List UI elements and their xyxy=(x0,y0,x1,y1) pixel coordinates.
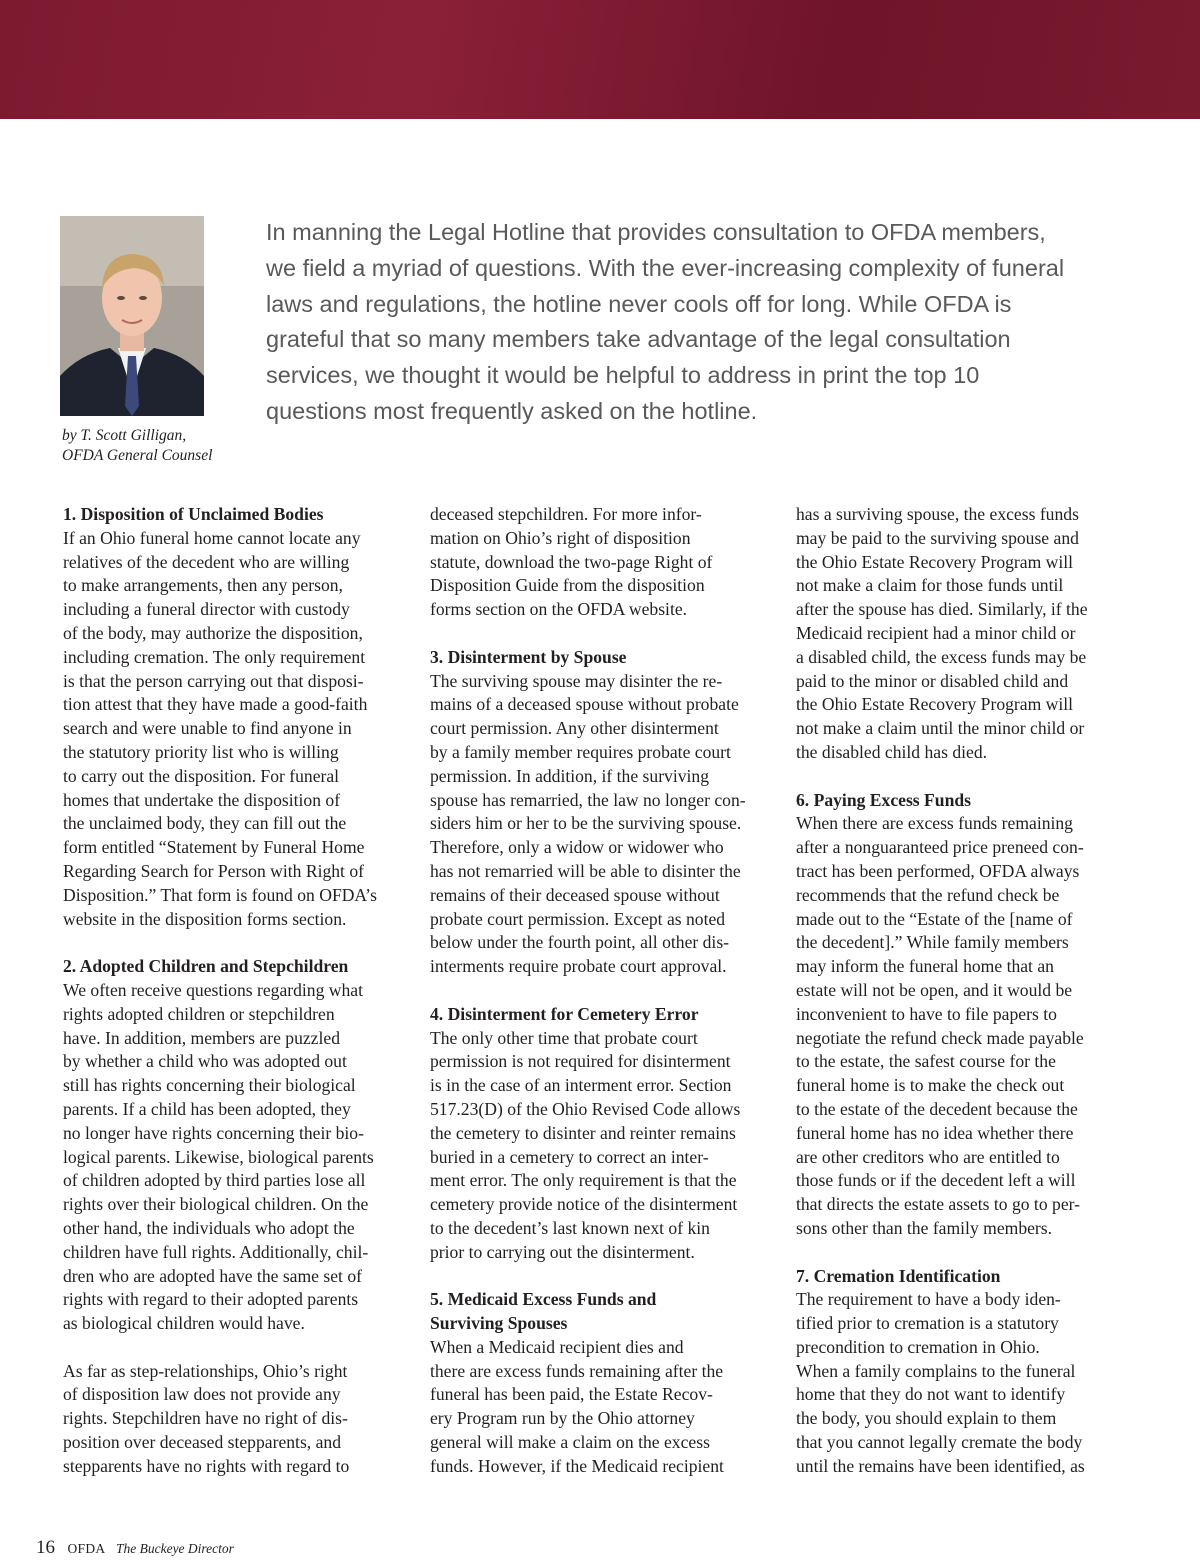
article-column-2 xyxy=(430,503,790,1479)
body-line: tified prior to cremation is a statutory xyxy=(796,1313,1059,1334)
body-line: rights adopted children or stepchildren xyxy=(63,1003,335,1024)
body-line: there are excess funds remaining after the xyxy=(430,1360,724,1381)
section-heading: 3. Disinterment by Spouse xyxy=(430,646,627,667)
section-heading: 7. Cremation Identification xyxy=(796,1265,1001,1286)
body-line: When a family complains to the funeral xyxy=(796,1360,1076,1381)
body-line: is in the case of an interment error. Section xyxy=(430,1075,732,1096)
body-line: the Ohio Estate Recovery Program will xyxy=(796,694,1074,715)
body-line: of disposition law does not provide any xyxy=(63,1384,341,1405)
body-line: rights. Stepchildren have no right of dis- xyxy=(63,1408,348,1429)
body-line: 517.23(D) of the Ohio Revised Code allows xyxy=(430,1098,741,1119)
byline-name: by T. Scott Gilligan, xyxy=(62,427,187,444)
body-line: precondition to cremation in Ohio. xyxy=(796,1336,1040,1357)
intro-line: laws and regulations, the hotline never cools off for long. While OFDA is xyxy=(266,290,1012,317)
body-line: after a nonguaranteed price preneed con- xyxy=(796,837,1084,858)
body-line: those funds or if the decedent left a will xyxy=(796,1170,1076,1191)
body-line: Medicaid recipient had a minor child or xyxy=(796,622,1076,643)
body-line: of children adopted by third parties lose all xyxy=(63,1170,366,1191)
body-line: below under the fourth point, all other dis- xyxy=(430,932,730,953)
body-line: has a surviving spouse, the excess funds xyxy=(796,504,1079,524)
section-heading: 1. Disposition of Unclaimed Bodies xyxy=(63,504,324,524)
body-line: permission. In addition, if the surviving xyxy=(430,765,710,786)
body-line: cemetery provide notice of the disinterment xyxy=(430,1194,738,1215)
body-line: by whether a child who was adopted out xyxy=(63,1051,347,1072)
body-line: to the decedent’s last known next of kin xyxy=(430,1217,710,1238)
body-line: the decedent].” While family members xyxy=(796,932,1069,953)
body-line: that directs the estate assets to go to per- xyxy=(796,1194,1080,1215)
byline-title: OFDA General Counsel xyxy=(62,447,213,464)
body-line: to the estate, the safest course for the xyxy=(796,1051,1056,1072)
body-line: position over deceased stepparents, and xyxy=(63,1432,341,1453)
article-column-1 xyxy=(63,503,423,1479)
body-line: mation on Ohio’s right of disposition xyxy=(430,527,691,548)
paragraph-gap xyxy=(430,622,790,646)
body-line: funeral home has no idea whether there xyxy=(796,1122,1074,1143)
body-line: The surviving spouse may disinter the re- xyxy=(430,670,723,691)
body-line: probate court permission. Except as noted xyxy=(430,908,726,929)
body-line: statute, download the two-page Right of xyxy=(430,551,713,572)
body-line: Regarding Search for Person with Right of xyxy=(63,860,364,881)
body-line: siders him or her to be the surviving spouse. xyxy=(430,813,742,834)
paragraph-gap xyxy=(430,1265,790,1289)
body-line: homes that undertake the disposition of xyxy=(63,789,341,810)
body-line: the statutory priority list who is willing xyxy=(63,741,339,762)
body-line: the disabled child has died. xyxy=(796,741,988,762)
body-line: prior to carrying out the disinterment. xyxy=(430,1241,695,1262)
body-line: may be paid to the surviving spouse and xyxy=(796,527,1079,548)
page-number: 16 xyxy=(36,1537,55,1558)
paragraph-gap xyxy=(430,979,790,1003)
body-line: website in the disposition forms section. xyxy=(63,908,347,929)
page-footer xyxy=(36,1536,234,1560)
body-line: the cemetery to disinter and reinter remains xyxy=(430,1122,736,1143)
body-line: tract has been performed, OFDA always xyxy=(796,860,1080,881)
body-line: form entitled “Statement by Funeral Home xyxy=(63,837,365,858)
body-line: that you cannot legally cremate the body xyxy=(796,1432,1083,1453)
body-line: are other creditors who are entitled to xyxy=(796,1146,1060,1167)
body-line: ery Program run by the Ohio attorney xyxy=(430,1408,695,1429)
body-line: rights over their biological children. On the xyxy=(63,1194,369,1215)
body-line: remains of their deceased spouse without xyxy=(430,884,720,905)
body-line: made out to the “Estate of the [name of xyxy=(796,908,1073,929)
body-line: If an Ohio funeral home cannot locate any xyxy=(63,527,361,548)
body-line: court permission. Any other disinterment xyxy=(430,718,719,739)
body-line: children have full rights. Additionally, chil- xyxy=(63,1241,369,1262)
body-line: The requirement to have a body iden- xyxy=(796,1289,1061,1310)
intro-line: we field a myriad of questions. With the ever-increasing complexity of funeral xyxy=(266,254,1065,281)
body-line: to carry out the disposition. For funeral xyxy=(63,765,340,786)
section-heading: 6. Paying Excess Funds xyxy=(796,789,971,810)
body-line: home that they do not want to identify xyxy=(796,1384,1066,1405)
body-line: until the remains have been identified, as xyxy=(796,1455,1085,1476)
body-line: Therefore, only a widow or widower who xyxy=(430,837,724,858)
footer-publication: The Buckeye Director xyxy=(115,1541,234,1556)
body-line: estate will not be open, and it would be xyxy=(796,979,1073,1000)
body-line: as biological children would have. xyxy=(63,1313,305,1334)
body-line: We often receive questions regarding what xyxy=(63,979,364,1000)
body-line: dren who are adopted have the same set of xyxy=(63,1265,362,1286)
intro-line: services, we thought it would be helpful to address in print the top 10 xyxy=(266,362,980,389)
intro-line: In manning the Legal Hotline that provides consultation to OFDA members, xyxy=(266,219,1046,245)
body-line: buried in a cemetery to correct an inter- xyxy=(430,1146,709,1167)
body-line: funeral home is to make the check out xyxy=(796,1075,1065,1096)
body-line: general will make a claim on the excess xyxy=(430,1432,710,1453)
body-line: may inform the funeral home that an xyxy=(796,956,1054,977)
body-line: including a funeral director with custody xyxy=(63,599,350,620)
body-line: the Ohio Estate Recovery Program will xyxy=(796,551,1074,572)
body-line: Disposition.” That form is found on OFDA’s xyxy=(63,884,377,905)
body-line: not make a claim until the minor child or xyxy=(796,718,1085,739)
footer-org: OFDA xyxy=(67,1541,106,1556)
body-line: other hand, the individuals who adopt the xyxy=(63,1217,355,1238)
section-heading: 5. Medicaid Excess Funds and xyxy=(430,1289,657,1310)
body-line: by a family member requires probate court xyxy=(430,741,731,762)
intro-line: grateful that so many members take advantage of the legal consultation xyxy=(266,326,1011,353)
body-line: negotiate the refund check made payable xyxy=(796,1027,1084,1048)
body-line: logical parents. Likewise, biological parents xyxy=(63,1146,374,1167)
author-byline xyxy=(62,426,252,466)
body-line: relatives of the decedent who are willing xyxy=(63,551,350,572)
body-line: stepparents have no rights with regard to xyxy=(63,1455,350,1476)
body-line: Disposition Guide from the disposition xyxy=(430,575,705,596)
body-line: permission is not required for disinterment xyxy=(430,1051,731,1072)
body-line: is that the person carrying out that disposi- xyxy=(63,670,364,691)
body-line: of the body, may authorize the disposition, xyxy=(63,622,363,643)
body-line: forms section on the OFDA website. xyxy=(430,599,688,620)
body-line: interments require probate court approval. xyxy=(430,956,727,977)
body-line: ment error. The only requirement is that the xyxy=(430,1170,737,1191)
paragraph-gap xyxy=(796,1241,1156,1265)
body-line: tion attest that they have made a good-faith xyxy=(63,694,368,715)
body-line: As far as step-relationships, Ohio’s right xyxy=(63,1360,348,1381)
author-portrait-illustration xyxy=(60,216,204,416)
body-line: the unclaimed body, they can fill out the xyxy=(63,813,347,834)
body-line: deceased stepchildren. For more infor- xyxy=(430,504,702,524)
author-photo xyxy=(60,216,204,416)
intro-line: questions most frequently asked on the hotline. xyxy=(266,397,758,424)
body-line: have. In addition, members are puzzled xyxy=(63,1027,340,1048)
header-banner xyxy=(0,0,1200,119)
body-line: still has rights concerning their biological xyxy=(63,1075,356,1096)
intro-paragraph xyxy=(266,215,1146,430)
body-line: no longer have rights concerning their bio- xyxy=(63,1122,364,1143)
body-line: mains of a deceased spouse without probate xyxy=(430,694,739,715)
body-line: has not remarried will be able to disinter the xyxy=(430,860,741,881)
body-line: funeral has been paid, the Estate Recov- xyxy=(430,1384,713,1405)
body-line: sons other than the family members. xyxy=(796,1217,1053,1238)
body-line: When a Medicaid recipient dies and xyxy=(430,1336,684,1357)
body-line: parents. If a child has been adopted, they xyxy=(63,1098,351,1119)
body-line: When there are excess funds remaining xyxy=(796,813,1073,834)
body-line: funds. However, if the Medicaid recipient xyxy=(430,1455,724,1476)
body-line: including cremation. The only requirement xyxy=(63,646,366,667)
article-column-3 xyxy=(796,503,1156,1479)
body-line: inconvenient to have to file papers to xyxy=(796,1003,1057,1024)
body-line: search and were unable to find anyone in xyxy=(63,718,352,739)
section-heading: 2. Adopted Children and Stepchildren xyxy=(63,956,349,977)
paragraph-gap xyxy=(63,1336,423,1360)
body-line: a disabled child, the excess funds may be xyxy=(796,646,1087,667)
body-line: not make a claim for those funds until xyxy=(796,575,1064,596)
section-heading: Surviving Spouses xyxy=(430,1313,568,1334)
section-heading: 4. Disinterment for Cemetery Error xyxy=(430,1003,699,1024)
body-line: after the spouse has died. Similarly, if the xyxy=(796,599,1088,620)
body-line: paid to the minor or disabled child and xyxy=(796,670,1069,691)
body-line: to make arrangements, then any person, xyxy=(63,575,343,596)
body-line: the body, you should explain to them xyxy=(796,1408,1057,1429)
body-line: rights with regard to their adopted parents xyxy=(63,1289,359,1310)
body-line: to the estate of the decedent because the xyxy=(796,1098,1078,1119)
body-line: The only other time that probate court xyxy=(430,1027,698,1048)
body-line: spouse has remarried, the law no longer con- xyxy=(430,789,746,810)
paragraph-gap xyxy=(63,931,423,955)
paragraph-gap xyxy=(796,765,1156,789)
body-line: recommends that the refund check be xyxy=(796,884,1060,905)
